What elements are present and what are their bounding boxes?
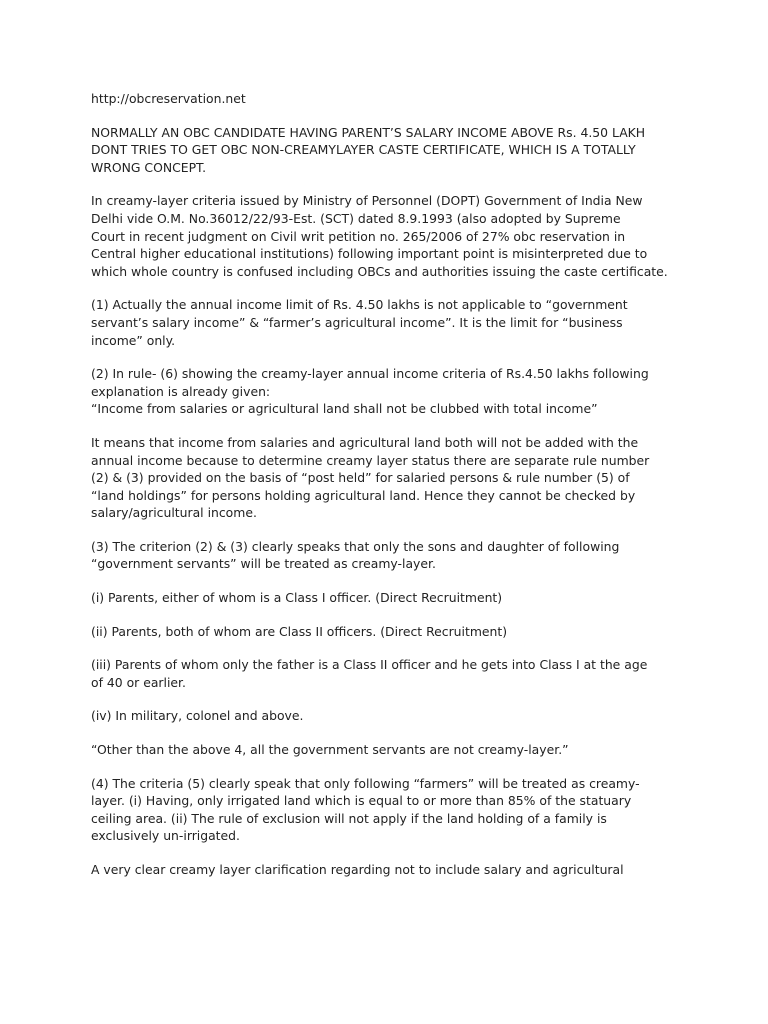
closing-paragraph: A very clear creamy layer clarification regarding not to include salary and agricultural <box>91 862 624 877</box>
point-2-paragraph: (2) In rule- (6) showing the creamy-layer annual income criteria of Rs.4.50 lakhs following explanation is already given: “Income from salaries or agricultural land shall not be clubbed with total income” <box>91 366 649 417</box>
list-item-iv: (iv) In military, colonel and above. <box>91 708 304 724</box>
list-item-iii: (iii) Parents of whom only the father is a Class II officer and he gets into Class I at the age of 40 or earlier. <box>91 657 648 690</box>
list-item-ii: (ii) Parents, both of whom are Class II officers. (Direct Recruitment) <box>91 623 508 639</box>
point-1-paragraph: (1) Actually the annual income limit of Rs. 4.50 lakhs is not applicable to “government servant’s salary income” & “farmer’s agricultural income”. It is the limit for “business income” only. <box>91 297 628 348</box>
list-item-i: (i) Parents, either of whom is a Class I officer. (Direct Recruitment) <box>91 590 503 606</box>
point-3-paragraph: (3) The criterion (2) & (3) clearly speaks that only the sons and daughter of following “government servants” will be treated as creamy-layer. <box>91 538 620 572</box>
heading-paragraph: NORMALLY AN OBC CANDIDATE HAVING PARENT’S SALARY INCOME ABOVE Rs. 4.50 LAKH DONT TRIES TO GET OBC NON-CREAMYLAYER CASTE CERTIFICATE, WHICH IS A TOTALLY WRONG CONCEPT. <box>91 124 646 175</box>
point-4-paragraph: (4) The criteria (5) clearly speak that only following “farmers” will be treated as creamy- layer. (i) Having, only irrigated land which is equal to or more than 85% of the statuary ceiling area. (ii) The rule of exclusion will not apply if the land holding of a family is exclusively un-irrigated. <box>91 775 640 844</box>
explanation-paragraph: It means that income from salaries and agricultural land both will not be added with the annual income because to determine creamy layer status there are separate rule number (2) & (3) provided on the basis of “post held” for salaried persons & rule number (5) of “land holdings” for persons holding agricultural land. Hence they cannot be checked by salary/agricultural income. <box>91 434 650 521</box>
summary-quote: “Other than the above 4, all the government servants are not creamy-layer.” <box>91 742 569 758</box>
document-page <box>91 90 681 895</box>
source-url: http://obcreservation.net <box>91 91 246 106</box>
intro-paragraph: In creamy-layer criteria issued by Ministry of Personnel (DOPT) Government of India New Delhi vide O.M. No.36012/22/93-Est. (SCT) dated 8.9.1993 (also adopted by Supreme Court in recent judgment on Civil writ petition no. 265/2006 of 27% obc reservation in Central higher educational institutions) following important point is misinterpreted due to which whole country is confused including OBCs and authorities issuing the caste certificate. <box>91 193 668 279</box>
